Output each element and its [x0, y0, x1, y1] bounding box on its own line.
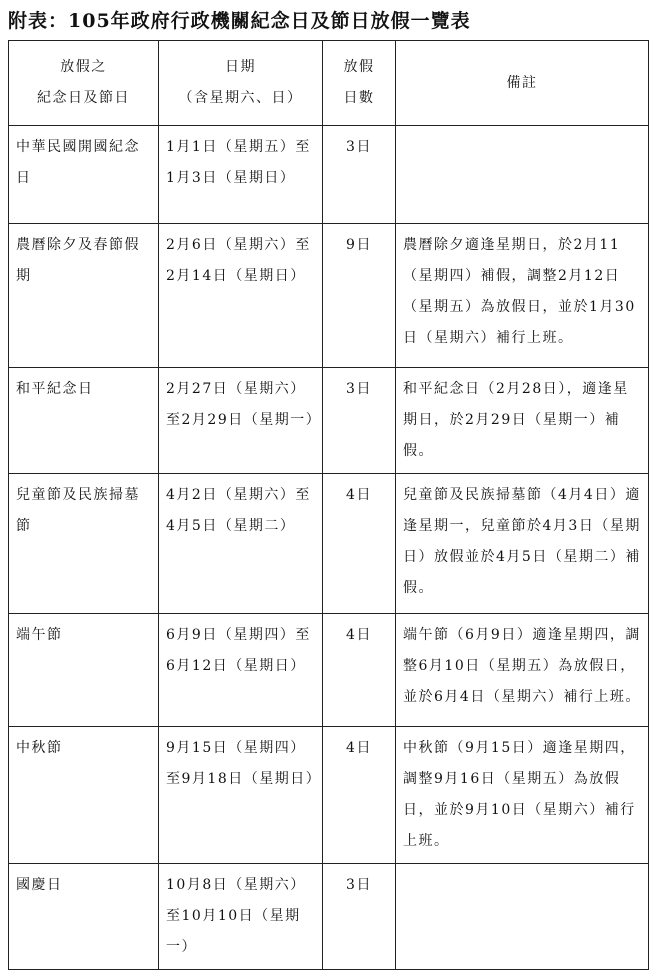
holiday-date-cell: 2月6日（星期六）至2月14日（星期日）	[159, 224, 323, 368]
holiday-days-cell: 3日	[323, 368, 396, 474]
header-days-line2: 日數	[343, 90, 375, 106]
table-row	[9, 864, 649, 970]
holiday-date-cell: 6月9日（星期四）至6月12日（星期日）	[159, 614, 323, 727]
holiday-schedule-table	[8, 40, 649, 970]
table-row	[9, 126, 649, 224]
document-title: 附表：105年政府行政機關紀念日及節日放假一覽表	[8, 10, 471, 32]
holiday-note-cell	[396, 126, 649, 224]
header-date-line2: （含星期六、日）	[178, 90, 303, 106]
holiday-name-cell: 和平紀念日	[9, 368, 159, 474]
holiday-name-cell: 中華民國開國紀念日	[9, 126, 159, 224]
table-row	[9, 614, 649, 727]
header-date	[159, 41, 323, 126]
header-holiday-name	[9, 41, 159, 126]
header-days-line1: 放假	[343, 59, 375, 75]
header-note: 備註	[396, 41, 649, 126]
table-row	[9, 727, 649, 864]
table-row	[9, 368, 649, 474]
holiday-note-cell: 農曆除夕適逢星期日，於2月11（星期四）補假，調整2月12日（星期五）為放假日，並於1月30日（星期六）補行上班。	[396, 224, 649, 368]
table-header-row	[9, 41, 649, 126]
header-date-line1: 日期	[225, 59, 256, 75]
holiday-days-cell: 4日	[323, 614, 396, 727]
holiday-note-cell	[396, 864, 649, 970]
holiday-days-cell: 4日	[323, 474, 396, 614]
holiday-days-cell: 9日	[323, 224, 396, 368]
holiday-note-cell: 端午節（6月9日）適逢星期四，調整6月10日（星期五）為放假日，並於6月4日（星期六）補行上班。	[396, 614, 649, 727]
holiday-date-cell: 9月15日（星期四）至9月18日（星期日）	[159, 727, 323, 864]
holiday-date-cell: 1月1日（星期五）至1月3日（星期日）	[159, 126, 323, 224]
holiday-date-cell: 10月8日（星期六）至10月10日（星期一）	[159, 864, 323, 970]
holiday-name-cell: 中秋節	[9, 727, 159, 864]
holiday-note-cell: 中秋節（9月15日）適逢星期四，調整9月16日（星期五）為放假日，並於9月10日（星期六）補行上班。	[396, 727, 649, 864]
holiday-name-cell: 國慶日	[9, 864, 159, 970]
holiday-date-cell: 2月27日（星期六）至2月29日（星期一）	[159, 368, 323, 474]
table-row	[9, 224, 649, 368]
holiday-name-cell: 農曆除夕及春節假期	[9, 224, 159, 368]
holiday-days-cell: 4日	[323, 727, 396, 864]
header-days	[323, 41, 396, 126]
holiday-note-cell: 兒童節及民族掃墓節（4月4日）適逢星期一，兒童節於4月3日（星期日）放假並於4月5日（星期二）補假。	[396, 474, 649, 614]
header-holiday-name-line2: 紀念日及節日	[37, 90, 130, 106]
holiday-date-cell: 4月2日（星期六）至4月5日（星期二）	[159, 474, 323, 614]
holiday-days-cell: 3日	[323, 864, 396, 970]
header-holiday-name-line1: 放假之	[60, 59, 107, 75]
holiday-days-cell: 3日	[323, 126, 396, 224]
table-row	[9, 474, 649, 614]
holiday-name-cell: 端午節	[9, 614, 159, 727]
holiday-note-cell: 和平紀念日（2月28日），適逢星期日，於2月29日（星期一）補假。	[396, 368, 649, 474]
holiday-name-cell: 兒童節及民族掃墓節	[9, 474, 159, 614]
